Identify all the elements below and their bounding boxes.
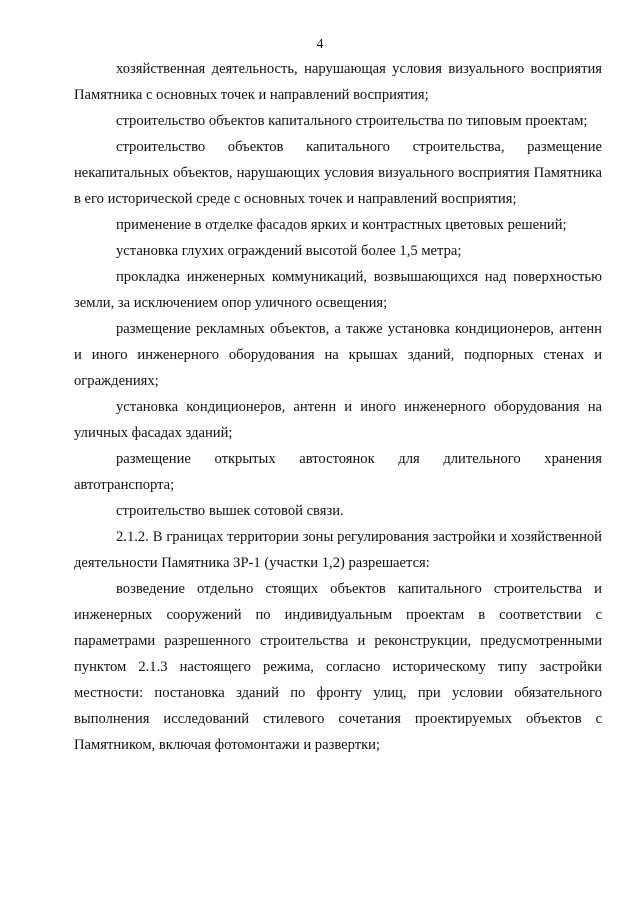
paragraph: строительство объектов капитального строительства, размещение некапитальных объектов, нарушающих условия визуального восприятия Памятника в его исторической среде с основных точек и направлений восприятия; [74, 139, 602, 207]
paragraph: установка кондиционеров, антенн и иного инженерного оборудования на уличных фасадах зданий; [74, 399, 602, 441]
paragraph: прокладка инженерных коммуникаций, возвышающихся над поверхностью земли, за исключением опор уличного освещения; [74, 269, 602, 311]
paragraph: хозяйственная деятельность, нарушающая условия визуального восприятия Памятника с основных точек и направлений восприятия; [74, 61, 602, 103]
section-paragraph-2-1-2: 2.1.2. В границах территории зоны регулирования застройки и хозяйственной деятельности Памятника ЗР-1 (участки 1,2) разрешается: [74, 529, 602, 571]
paragraph: строительство объектов капитального строительства по типовым проектам; [116, 113, 588, 129]
document-body [74, 56, 602, 758]
paragraph: размещение открытых автостоянок для длительного хранения автотранспорта; [74, 451, 602, 493]
paragraph: возведение отдельно стоящих объектов капитального строительства и инженерных сооружений по индивидуальным проектам в соответствии с параметрами разрешенного строительства и реконструкции, предусмотренными пунктом 2.1.3 настоящего режима, согласно историческому типу застройки местности: постановка зданий по фронту улиц, при условии обязательного выполнения исследований стилевого сочетания проектируемых объектов с Памятником, включая фотомонтажи и развертки; [74, 581, 602, 753]
paragraph: строительство вышек сотовой связи. [116, 503, 344, 519]
paragraph: установка глухих ограждений высотой более 1,5 метра; [116, 243, 462, 259]
page-number: 4 [316, 37, 324, 52]
paragraph: размещение рекламных объектов, а также установка кондиционеров, антенн и иного инженерного оборудования на крышах зданий, подпорных стенах и ограждениях; [74, 321, 602, 389]
paragraph: применение в отделке фасадов ярких и контрастных цветовых решений; [116, 217, 567, 233]
